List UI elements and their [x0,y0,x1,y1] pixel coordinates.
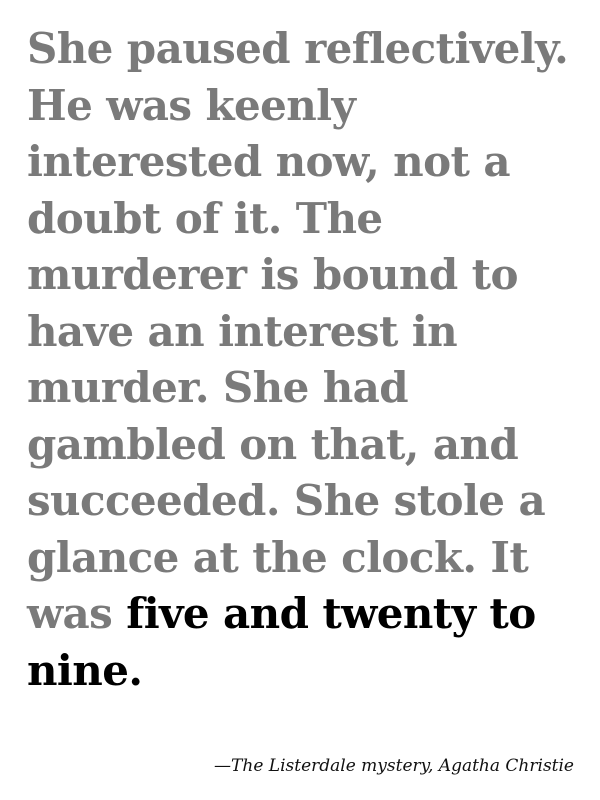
quote-line: He was keenly [27,80,356,130]
quote-block [27,21,587,699]
attribution-dash: — [214,756,232,776]
quote-line: gambled on that, and [27,419,519,469]
quote-line: have an interest in [27,306,458,356]
quote-highlight: five and twenty to [126,589,536,638]
quote-line: glance at the clock. It [27,532,529,582]
quote-line: murder. She had [27,363,409,412]
quote-lead-in: was [27,589,127,638]
attribution [214,754,574,778]
quote-line: doubt of it. The [27,193,383,243]
quote-line: She paused reflectively. [27,24,569,73]
attribution-source: The Listerdale mystery, Agatha Christie [231,756,574,776]
quote-line: succeeded. She stole a [27,476,546,525]
quote-highlight-end: nine. [27,645,143,695]
quote-line: murderer is bound to [27,250,518,299]
quote-line: interested now, not a [27,137,510,186]
